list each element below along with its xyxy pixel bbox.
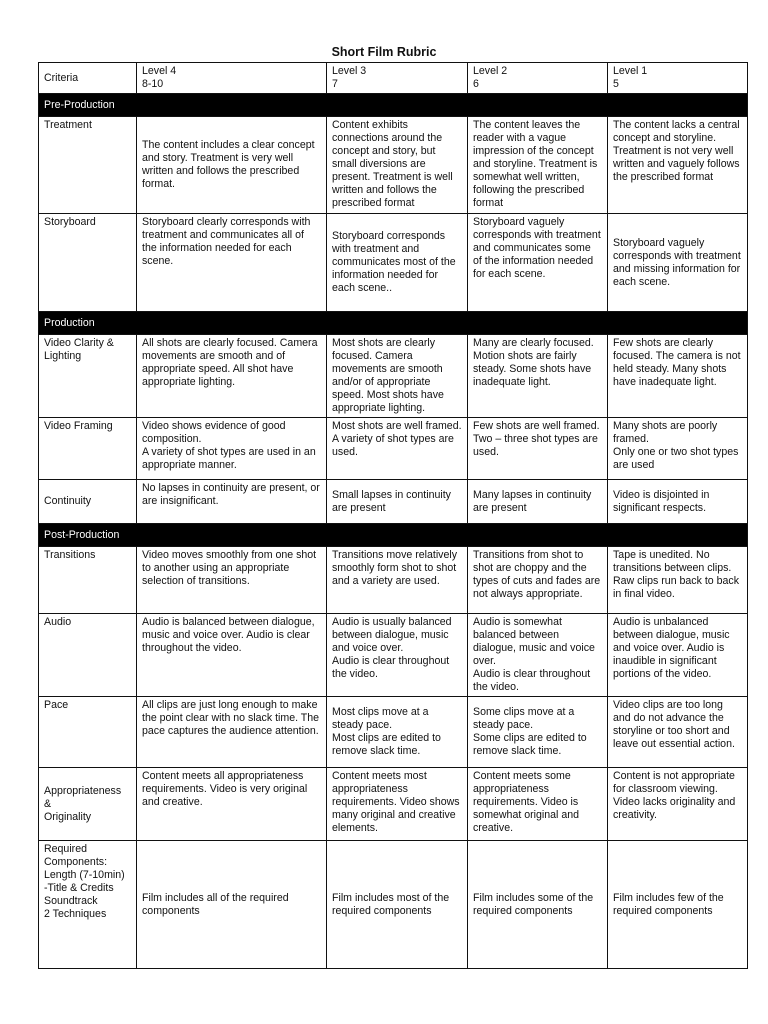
level-4-cell: Storyboard clearly corresponds with treatment and communicates all of the information needed for each scene. xyxy=(137,214,327,312)
level-1-cell: Film includes few of the required components xyxy=(608,841,748,969)
level-2-cell: Audio is somewhat balanced between dialogue, music and voice over. Audio is clear throughout the video. xyxy=(468,614,608,697)
header-row xyxy=(39,63,748,94)
level-3-cell: Small lapses in continuity are present xyxy=(327,480,468,524)
level-1-cell: The content lacks a central concept and storyline. Treatment is not very well written and vaguely follows the prescribed format xyxy=(608,117,748,214)
level-4-cell: Audio is balanced between dialogue, music and voice over. Audio is clear throughout the video. xyxy=(137,614,327,697)
section-title: Production xyxy=(39,312,748,335)
rubric-row xyxy=(39,418,748,480)
level-4-cell: Video moves smoothly from one shot to another using an appropriate selection of transitions. xyxy=(137,547,327,614)
rubric-table xyxy=(38,62,748,969)
level-2-cell: Content meets some appropriateness requirements. Video is somewhat original and creative. xyxy=(468,768,608,841)
level-2-cell: Some clips move at a steady pace. Some clips are edited to remove slack time. xyxy=(468,697,608,768)
level-4-cell: No lapses in continuity are present, or are insignificant. xyxy=(137,480,327,524)
level-2-cell: Film includes some of the required components xyxy=(468,841,608,969)
header-level-4: Level 4 8-10 xyxy=(137,63,327,94)
level-1-cell: Storyboard vaguely corresponds with treatment and missing information for each scene. xyxy=(608,214,748,312)
criteria-cell: Required Components: Length (7-10min) -Title & Credits Soundtrack 2 Techniques xyxy=(39,841,137,969)
rubric-row xyxy=(39,547,748,614)
header-level-1: Level 1 5 xyxy=(608,63,748,94)
criteria-cell: Pace xyxy=(39,697,137,768)
section-title: Post-Production xyxy=(39,524,748,547)
level-3-cell: Content meets most appropriateness requirements. Video shows many original and creative elements. xyxy=(327,768,468,841)
header-level-2: Level 2 6 xyxy=(468,63,608,94)
level-1-cell: Few shots are clearly focused. The camera is not held steady. Many shots have inadequate light. xyxy=(608,335,748,418)
criteria-cell: Storyboard xyxy=(39,214,137,312)
criteria-cell: Treatment xyxy=(39,117,137,214)
level-4-cell: Film includes all of the required components xyxy=(137,841,327,969)
level-4-cell: The content includes a clear concept and story. Treatment is very well written and follows the prescribed format. xyxy=(137,117,327,214)
section-header-row xyxy=(39,312,748,335)
rubric-row xyxy=(39,480,748,524)
level-2-cell: Storyboard vaguely corresponds with treatment and communicates some of the information needed for each scene. xyxy=(468,214,608,312)
level-4-cell: Video shows evidence of good composition. A variety of shot types are used in an appropriate manner. xyxy=(137,418,327,480)
criteria-cell: Appropriateness & Originality xyxy=(39,768,137,841)
level-3-cell: Most shots are well framed. A variety of shot types are used. xyxy=(327,418,468,480)
level-4-cell: All clips are just long enough to make the point clear with no slack time. The pace captures the audience attention. xyxy=(137,697,327,768)
criteria-cell: Transitions xyxy=(39,547,137,614)
level-3-cell: Audio is usually balanced between dialogue, music and voice over. Audio is clear throughout the video. xyxy=(327,614,468,697)
level-3-cell: Content exhibits connections around the concept and story, but small diversions are present. Treatment is well written and follows the prescribed format xyxy=(327,117,468,214)
level-4-cell: Content meets all appropriateness requirements. Video is very original and creative. xyxy=(137,768,327,841)
level-3-cell: Film includes most of the required components xyxy=(327,841,468,969)
level-1-cell: Tape is unedited. No transitions between clips. Raw clips run back to back in final video. xyxy=(608,547,748,614)
section-header-row xyxy=(39,94,748,117)
level-3-cell: Storyboard corresponds with treatment and communicates most of the information needed for each scene.. xyxy=(327,214,468,312)
criteria-cell: Video Clarity & Lighting xyxy=(39,335,137,418)
level-2-cell: The content leaves the reader with a vague impression of the concept and storyline. Treatment is somewhat well written, following the prescribed format xyxy=(468,117,608,214)
level-4-cell: All shots are clearly focused. Camera movements are smooth and of appropriate speed. All shot have appropriate lighting. xyxy=(137,335,327,418)
level-1-cell: Content is not appropriate for classroom viewing. Video lacks originality and creativity. xyxy=(608,768,748,841)
level-3-cell: Most clips move at a steady pace. Most clips are edited to remove slack time. xyxy=(327,697,468,768)
level-1-cell: Video is disjointed in significant respects. xyxy=(608,480,748,524)
level-2-cell: Many are clearly focused. Motion shots are fairly steady. Some shots have inadequate light. xyxy=(468,335,608,418)
rubric-row xyxy=(39,335,748,418)
header-criteria: Criteria xyxy=(39,63,137,94)
level-3-cell: Transitions move relatively smoothly form shot to shot and a variety are used. xyxy=(327,547,468,614)
criteria-cell: Video Framing xyxy=(39,418,137,480)
rubric-row xyxy=(39,768,748,841)
level-1-cell: Many shots are poorly framed. Only one or two shot types are used xyxy=(608,418,748,480)
level-2-cell: Transitions from shot to shot are choppy and the types of cuts and fades are not always appropriate. xyxy=(468,547,608,614)
level-2-cell: Many lapses in continuity are present xyxy=(468,480,608,524)
rubric-row xyxy=(39,214,748,312)
header-level-3: Level 3 7 xyxy=(327,63,468,94)
level-2-cell: Few shots are well framed. Two – three shot types are used. xyxy=(468,418,608,480)
level-1-cell: Video clips are too long and do not advance the storyline or too short and leave out essential action. xyxy=(608,697,748,768)
criteria-cell: Continuity xyxy=(39,480,137,524)
level-1-cell: Audio is unbalanced between dialogue, music and voice over. Audio is inaudible in significant portions of the video. xyxy=(608,614,748,697)
rubric-row xyxy=(39,697,748,768)
criteria-cell: Audio xyxy=(39,614,137,697)
section-title: Pre-Production xyxy=(39,94,748,117)
rubric-row xyxy=(39,841,748,969)
rubric-row xyxy=(39,614,748,697)
section-header-row xyxy=(39,524,748,547)
level-3-cell: Most shots are clearly focused. Camera movements are smooth and/or of appropriate speed. Most shots have appropriate lighting. xyxy=(327,335,468,418)
rubric-body xyxy=(39,63,748,969)
rubric-row xyxy=(39,117,748,214)
document-title: Short Film Rubric xyxy=(331,45,437,59)
